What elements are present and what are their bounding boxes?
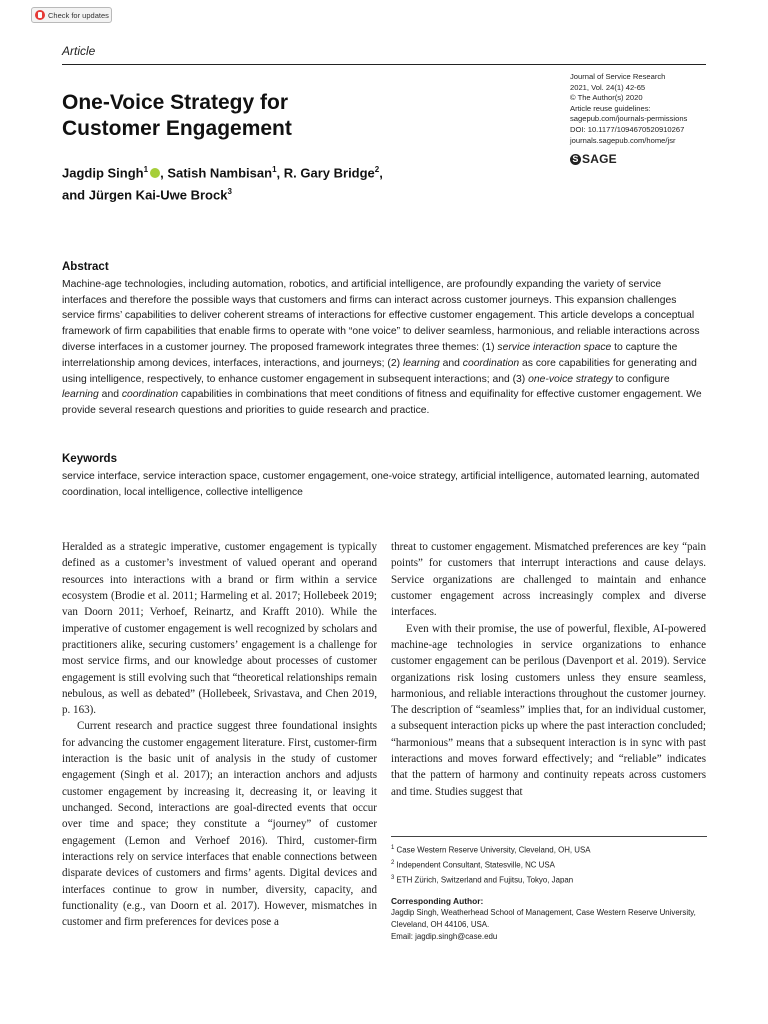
footnote-text: Independent Consultant, Statesville, NC USA: [396, 860, 555, 870]
abstract-emphasis: service interaction space: [497, 341, 612, 353]
footnote-marker: 2: [391, 860, 395, 867]
abstract-section: [62, 260, 708, 419]
corresponding-author-address: Jagdip Singh, Weatherhead School of Management, Case Western Reserve University, Cleveland, OH 44106, USA.: [391, 908, 696, 929]
corresponding-author-email[interactable]: Email: jagdip.singh@case.edu: [391, 932, 498, 941]
article-type-label: Article: [62, 44, 96, 58]
reuse-guidelines-label: Article reuse guidelines:: [570, 103, 651, 113]
author-name[interactable]: Jagdip Singh: [62, 165, 144, 181]
abstract-emphasis: learning: [402, 357, 440, 369]
body-column-right: [391, 539, 706, 800]
body-column-left: [62, 539, 377, 931]
sage-logo: [570, 152, 617, 166]
title-line-1: One-Voice Strategy for: [62, 91, 288, 114]
corresponding-author-heading: Corresponding Author:: [391, 896, 484, 906]
keywords-text: service interface, service interaction space, customer engagement, one-voice strategy, artificial intelligence, automated learning, automated coordination, local intelligence, collective intelligence: [62, 470, 700, 498]
footnote-item: [391, 872, 711, 887]
footnote-divider: [391, 836, 707, 837]
footnote-marker: 3: [391, 875, 395, 882]
author-name[interactable]: and Jürgen Kai-Uwe Brock: [62, 187, 228, 203]
keywords-section: [62, 452, 708, 500]
abstract-text-part: capabilities in combinations that meet conditions of fitness and equifinality for effective customer engagement. We provide several research questions and priorities to guide research and practice.: [62, 389, 702, 417]
corresponding-author: [391, 895, 711, 943]
abstract-emphasis: one-voice strategy: [528, 373, 613, 385]
body-paragraph: Heralded as a strategic imperative, customer engagement is typically defined as a customer’s investment of valued operant and operand resources into interactions with a brand or firm within a service ecosystem (Brodie et al. 2011; Harmeling et al. 2017; Hollebeek 2019; van Doorn 2011; Verhoef, Reinartz, and Krafft 2010). While the imperative of customer engagement is well recognized by scholars and practitioners alike, securing customers’ engagement is a challenge for most service firms, and our knowledge about processes of customer engagement is still evolving such that “theoretical relationships remain nebulous, as well as debated” (Hollebeek, Srivastava, and Chen 2019, p. 163).: [62, 541, 377, 717]
affiliation-marker: 1: [143, 165, 149, 174]
abstract-text-part: to capture the interrelationship among devices, interfaces, interactions, and journeys; (2): [62, 341, 678, 369]
body-paragraph: Even with their promise, the use of powerful, flexible, AI-powered machine-age technologies in service organizations to enhance customer engagement can be perilous (Davenport et al. 2019). Service organizations risk losing customers unless they ensure seamless, harmonious, and reliable interactions throughout the customer journey. The description of “seamless” implies that, for an individual customer, a subsequent interaction picks up where the past interaction concluded; “harmonious” means that a subsequent interaction is in sync with past interactions and moves forward effectively; and “reliable” indicates that the pattern of harmony and continuity repeats across customers and time. Studies suggest that: [391, 622, 706, 798]
author-list: [62, 160, 562, 205]
abstract-text-part: to configure: [612, 373, 670, 385]
affiliation-marker: 2: [374, 165, 380, 174]
sage-logo-text: SAGE: [582, 152, 617, 166]
check-for-updates-icon: [35, 10, 45, 20]
journal-name: Journal of Service Research: [570, 72, 666, 81]
affiliation-marker: 1: [272, 165, 277, 174]
check-for-updates-button[interactable]: [31, 7, 112, 23]
keywords-heading: Keywords: [62, 453, 117, 465]
footnote-item: [391, 842, 711, 857]
abstract-text-part: as core capabilities for generating and using intelligence, respectively, to enhance customer engagement in subsequent interactions; and (3): [62, 357, 697, 385]
abstract-emphasis: coordination: [121, 389, 179, 401]
footnote-text: Case Western Reserve University, Cleveland, OH, USA: [396, 845, 591, 855]
footnote-text: ETH Zürich, Switzerland and Fujitsu, Tokyo, Japan: [396, 875, 574, 885]
author-separator: ,: [379, 165, 383, 181]
abstract-emphasis: learning: [62, 389, 99, 401]
body-paragraph: Current research and practice suggest three foundational insights for advancing the customer engagement literature. First, customer-firm interaction is the basic unit of analysis in the study of customer engagement (Singh et al. 2017); an interaction anchors and adjusts customer engagement by increasing it, decreasing it, or leaving it unchanged. Second, interactions are goal-directed events that occur over time and space; they constitute a “journey” of customer engagement (Lemon and Verhoef 2016). Third, customer-firm interactions rely on service interfaces that enable connections between disparate devices of customers and firms’ agents. Digital devices and interfaces continue to grow in number, diversity, capacity, and functionality (e.g., van Doorn et al. 2017). However, mismatches in customer and firm preferences for devices pose a: [62, 720, 377, 929]
permissions-link[interactable]: sagepub.com/journals-permissions: [570, 114, 688, 124]
journal-info: [570, 72, 750, 146]
article-title: [62, 90, 402, 142]
abstract-heading: Abstract: [62, 261, 109, 273]
footnote-item: [391, 857, 711, 872]
check-for-updates-label: Check for updates: [48, 10, 109, 20]
orcid-icon[interactable]: [150, 168, 160, 178]
author-name[interactable]: R. Gary Bridge: [283, 165, 375, 181]
abstract-text-part: and: [98, 389, 122, 401]
author-line-2: [62, 182, 562, 204]
abstract-text: [62, 277, 708, 419]
footnote-marker: 1: [391, 845, 395, 851]
title-line-2: Customer Engagement: [62, 117, 292, 140]
author-separator: ,: [276, 165, 284, 181]
journal-home-link[interactable]: journals.sagepub.com/home/jsr: [570, 135, 676, 145]
affiliation-marker: 3: [227, 187, 232, 197]
sage-logo-icon: S: [570, 154, 581, 165]
header-divider: [62, 64, 706, 65]
abstract-emphasis: coordination: [462, 357, 520, 369]
body-paragraph: threat to customer engagement. Mismatched preferences are key “pain points” for customers that interrupt interactions and cause delays. Service organizations are challenged to maintain and enhance customer engagement across increasingly complex and diverse interfaces.: [391, 541, 706, 619]
affiliation-footnotes: [391, 842, 711, 887]
doi-link[interactable]: DOI: 10.1177/1094670520910267: [570, 124, 685, 134]
abstract-text-part: and: [439, 357, 463, 369]
abstract-text-part: Machine-age technologies, including automation, robotics, and artificial intelligence, are profoundly expanding the variety of service interfaces and therefore the possible ways that customers and firms can interact across customer journeys. This expansion challenges service firms’ capabilities to deliver coherent streams of interactions for effective customer engagement. This article develops a conceptual framework of firm capabilities that enable firms to operate with “one voice” to deliver seamless, harmonious, and reliable interactions across diverse interfaces in a customer journey. The proposed framework integrates three themes: (1): [62, 278, 700, 353]
copyright: © The Author(s) 2020: [570, 93, 643, 103]
journal-volume: 2021, Vol. 24(1) 42-65: [570, 82, 646, 92]
author-line-1: [62, 160, 562, 182]
author-separator: ,: [160, 165, 168, 181]
author-name[interactable]: Satish Nambisan: [167, 165, 273, 181]
